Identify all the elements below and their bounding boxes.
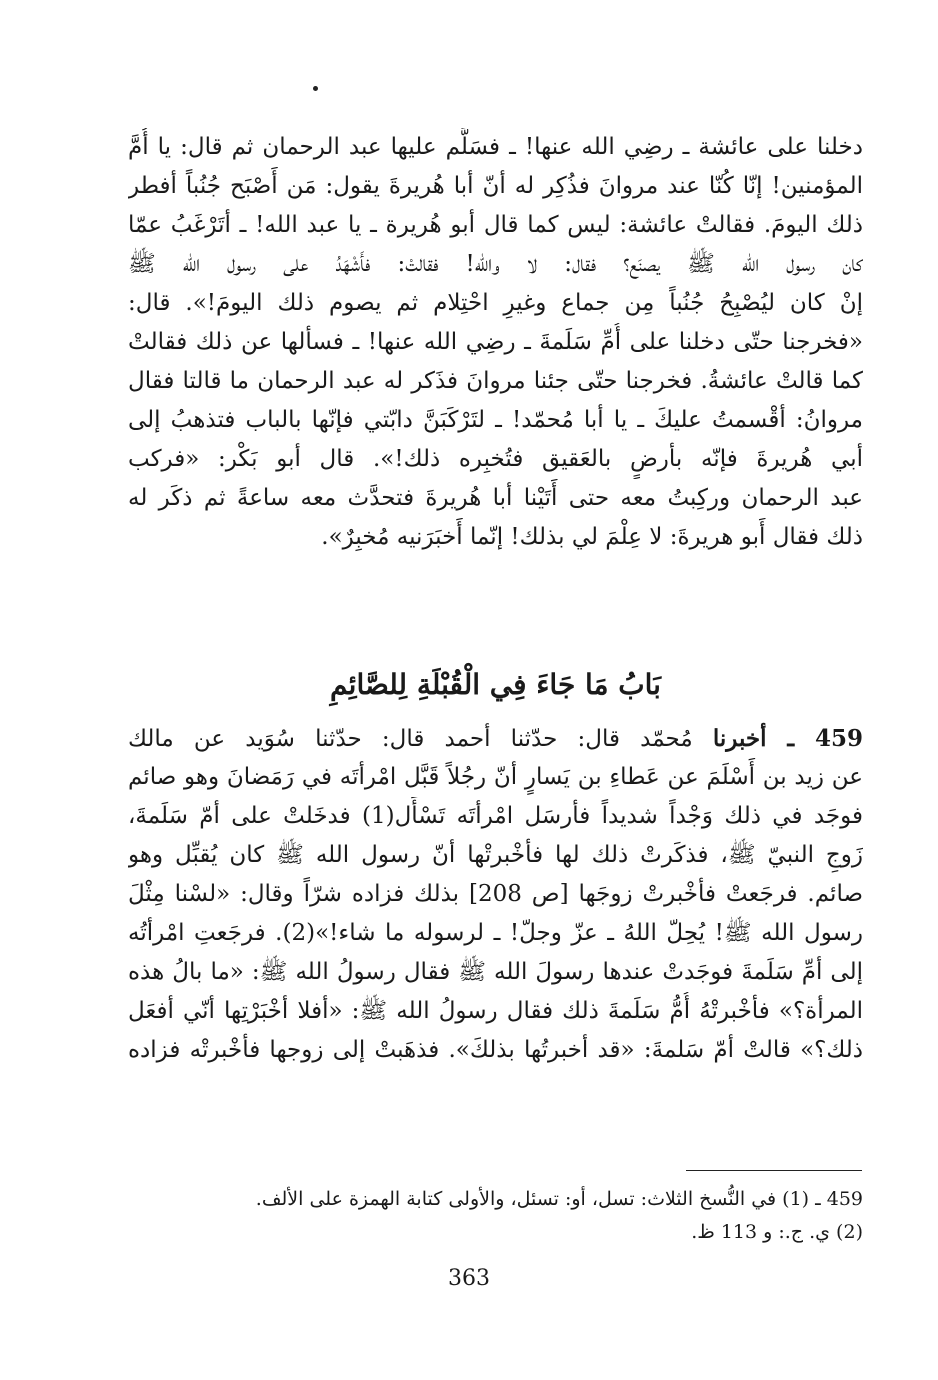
page-number: 363 (448, 1266, 490, 1291)
text-line: زَوجِ النبيّ ﷺ، فذكَرتْ ذلك لها فأخْبرتْها أنّ رسول الله ﷺ كان يُقبِّل وهو (128, 842, 863, 868)
text-line: عن زيد بن أَسْلَمَ عن عَطاءِ بن يَسارٍ أنّ رجُلاً قَبَّل امْرأتَه في رَمَضانَ وهو صائم (128, 764, 863, 790)
text-line: كان رسول الله ﷺ يصنَع؟ فقال: لا والله! فقالتْ: فأَشْهَدُ على رسول الله ﷺ (128, 251, 863, 277)
hadith-first-line: 459 ـ أخبرنا مُحمّد قال: حدّثنا أحمد قال: حدّثنا سُوَيد عن مالك (128, 725, 863, 752)
text-line: صائم. فرجَعتْ فأخْبرتْ زوجَها [ص 208] بذلك فزاده شرّاً وقال: «لسْنا مِثْلَ (128, 881, 863, 907)
text-line: «فخرجنا حتّى دخلنا على أُمِّ سَلَمةَ ـ رضِي الله عنها! ـ فسألها عن ذلك فقالتْ (128, 329, 863, 355)
text-line: فوجَد في ذلك وَجْداً شديداً فأرسَل امْرأتَه تَسْأَل(1) فدخَلتْ على أمّ سَلَمةَ، (128, 803, 863, 829)
footnote-divider (686, 1170, 862, 1171)
ink-dot (313, 86, 318, 91)
text-line: إنْ كان ليُصْبِحُ جُنُباً مِن جماع وغيرِ احْتِلام ثم يصوم ذلك اليومَ!». قال: (128, 290, 863, 316)
text-line: عبد الرحمان وركِبتُ معه حتى أَتَيْنا أبا هُريرةَ فتحدَّث معه ساعةً ثم ذكَر له (128, 485, 863, 511)
top-paragraph (128, 128, 863, 557)
text-line: دخلنا على عائشة ـ رضِي الله عنها! ـ فسَلَّم عليها عبد الرحمان ثم قال: يا أُمَّ (128, 134, 863, 160)
text-line: أبي هُريرةَ فإنّه بأرضٍ بالعَقيق فتُخبِره ذلك!». قال أبو بَكْر: «فركب (128, 446, 863, 472)
hadith-paragraph (128, 719, 863, 1070)
hadith-first-line-text: مُحمّد قال: حدّثنا أحمد قال: حدّثنا سُوَيد عن مالك (128, 726, 693, 752)
footnote-1: 459 ـ (1) في النُّسخ الثلاث: تسل، أو: تسئل، والأولى كتابة الهمزة على الألف. (255, 1188, 863, 1210)
text-line: ذلك اليومَ. فقالتْ عائشة: ليس كما قال أبو هُريرة ـ يا عبد الله! ـ أتَرْغَبُ عمّا (128, 212, 863, 238)
hadith-number: 459 (814, 725, 863, 752)
text-line: مروانُ: أقْسمتُ عليكَ ـ يا أبا مُحمّد! ـ لتَرْكَبَنَّ دابّتي فإنّها بالباب فتذهبُ إلى (128, 407, 863, 433)
text-line: المرأة؟» فأخْبرتْهُ أُمُّ سَلَمةَ ذلك فقال رسولُ الله ﷺ: «أفلا أخْبَرْتِها أنّي أفعَل (128, 998, 863, 1024)
footnote-2: (2) ي. ج.: و 113 ظ. (691, 1221, 863, 1243)
hadith-opening: أخبرنا (712, 725, 767, 752)
text-line: المؤمنين! إنّا كُنّا عند مروانَ فذُكِر له أنّ أبا هُريرةَ يقول: مَن أَصْبَح جُنُباً أفطر (128, 173, 863, 199)
text-line: ذلك؟» قالتْ أمّ سَلمةَ: «قد أخبرتُها بذلكَ». فذهَبتْ إلى زوجها فأخْبرتْه فزاده (128, 1037, 863, 1063)
footnotes (128, 1183, 863, 1249)
text-line: كما قالتْ عائشةُ. فخرجنا حتّى جئنا مروانَ فذَكر له عبد الرحمان ما قالتا فقال (128, 368, 863, 394)
text-line: ذلك فقال أَبو هريرةَ: لا عِلْمَ لي بذلك! إنّما أَخبَرَنيه مُخبِرٌ». (321, 524, 863, 550)
text-line: رسول الله ﷺ! يُحِلّ اللهُ ـ عزّ وجلّ! ـ لرسوله ما شاء!»(2). فرجَعتِ امْرأتُه (128, 920, 863, 946)
chapter-heading: بَابُ مَا جَاءَ فِي الْقُبْلَةِ لِلصَّائِمِ (330, 668, 661, 701)
text-line: إلى أمِّ سَلَمةَ فوجَدتْ عندها رسولَ الله ﷺ فقال رسولُ الله ﷺ: «ما بالُ هذه (128, 959, 863, 985)
